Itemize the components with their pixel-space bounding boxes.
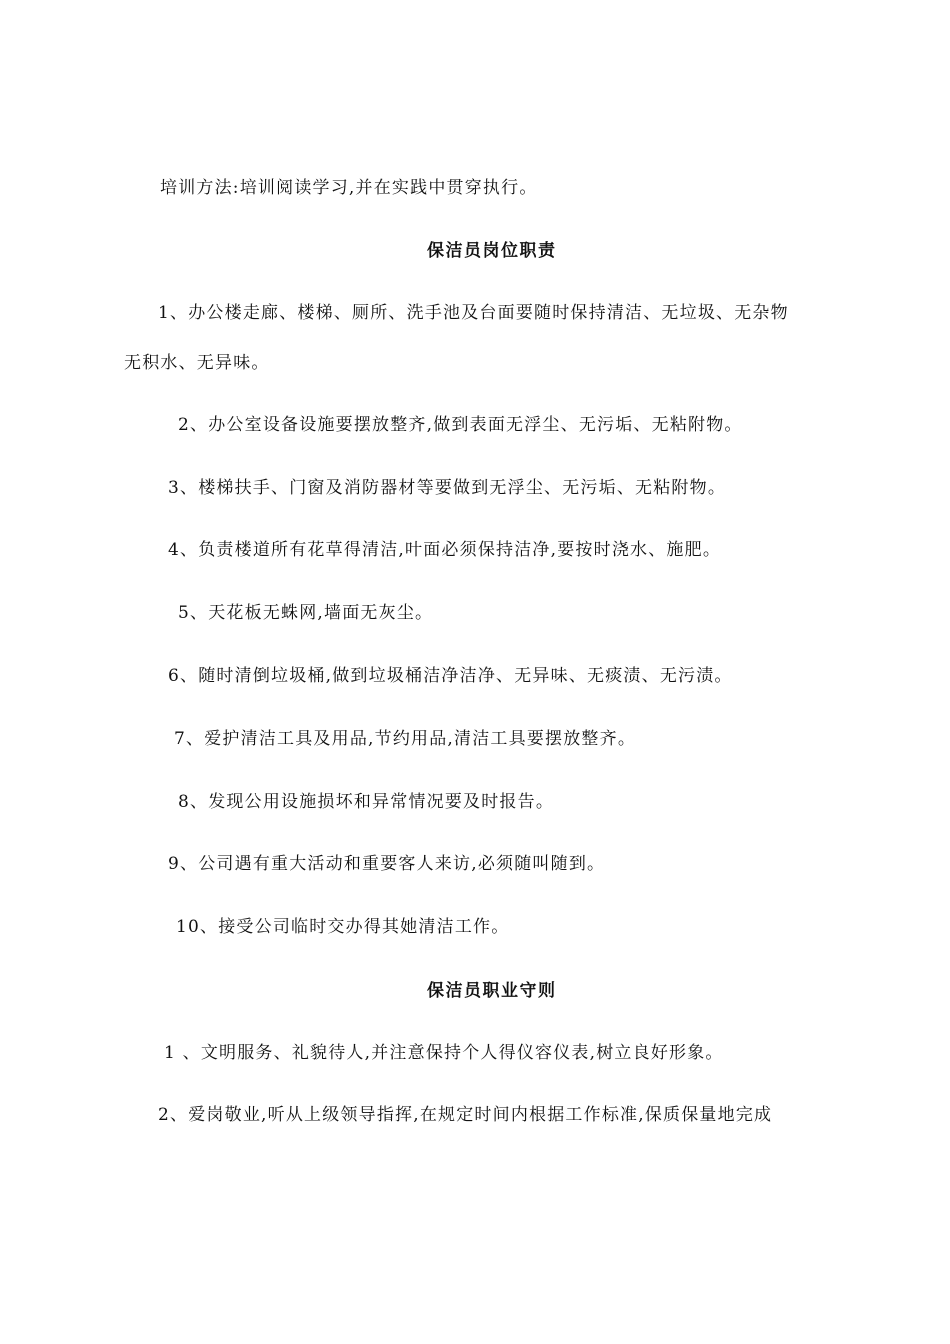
duty-item-1-continued: 无积水、无异味。 xyxy=(124,353,270,373)
section-title-code-of-conduct: 保洁员职业守则 xyxy=(427,981,557,1001)
duty-item-6: 6、随时清倒垃圾桶,做到垃圾桶洁净洁净、无异味、无痰渍、无污渍。 xyxy=(168,666,733,686)
training-method-text: 培训方法:培训阅读学习,并在实践中贯穿执行。 xyxy=(160,178,538,198)
duty-item-3: 3、楼梯扶手、门窗及消防器材等要做到无浮尘、无污垢、无粘附物。 xyxy=(168,478,727,498)
conduct-item-2: 2、爱岗敬业,听从上级领导指挥,在规定时间内根据工作标准,保质保量地完成 xyxy=(158,1105,773,1125)
conduct-item-1: 1 、文明服务、礼貌待人,并注意保持个人得仪容仪表,树立良好形象。 xyxy=(164,1043,724,1063)
duty-item-8: 8、发现公用设施损坏和异常情况要及时报告。 xyxy=(178,792,555,812)
duty-item-9: 9、公司遇有重大活动和重要客人来访,必须随叫随到。 xyxy=(168,854,606,874)
duty-item-2: 2、办公室设备设施要摆放整齐,做到表面无浮尘、无污垢、无粘附物。 xyxy=(178,415,743,435)
duty-item-4: 4、负责楼道所有花草得清洁,叶面必须保持洁净,要按时浇水、施肥。 xyxy=(168,540,722,560)
duty-item-10: 10、接受公司临时交办得其她清洁工作。 xyxy=(176,917,510,937)
duty-item-1: 1、办公楼走廊、楼梯、厕所、洗手池及台面要随时保持清洁、无垃圾、无杂物 xyxy=(158,303,789,323)
duty-item-5: 5、天花板无蛛网,墙面无灰尘。 xyxy=(178,603,434,623)
duty-item-7: 7、爱护清洁工具及用品,节约用品,清洁工具要摆放整齐。 xyxy=(174,729,637,749)
section-title-duties: 保洁员岗位职责 xyxy=(427,241,557,261)
